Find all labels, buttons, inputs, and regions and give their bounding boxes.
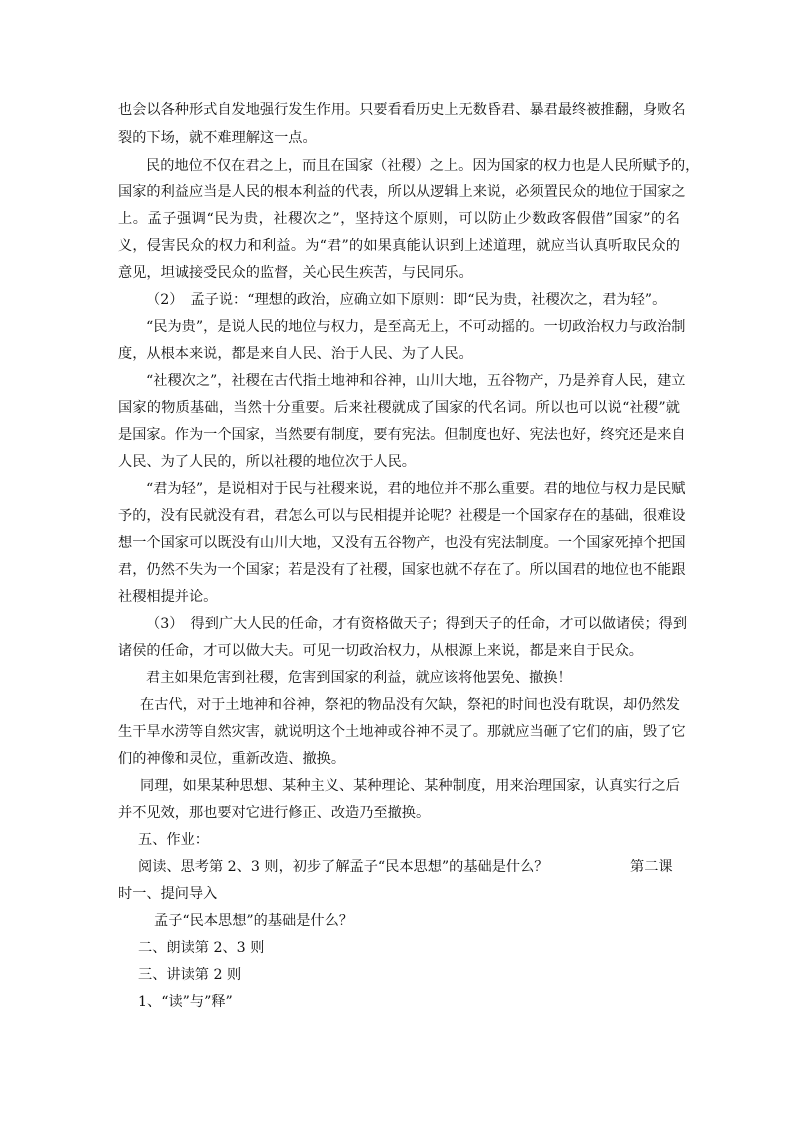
text-line: 们的神像和灵位，重新改造、撤换。 — [118, 751, 346, 767]
text-line: 国家的利益应当是人民的根本利益的代表，所以从逻辑上来说，必须置民众的地位于国家之 — [118, 184, 686, 200]
text-line: 社稷相提并论。 — [118, 589, 218, 605]
subsection-heading: 1、“读”与”释” — [138, 994, 233, 1010]
lesson-heading: 第二课 — [630, 859, 673, 875]
text-line: 君，仍然不失为一个国家；若是没有了社稷，国家也就不存在了。所以国君的地位也不能跟 — [118, 562, 686, 578]
text-line: 国家的物质基础，当然十分重要。后来社稷就成了国家的代名词。所以也可以说“社稷”就 — [118, 400, 680, 416]
section-heading: 五、作业： — [138, 832, 209, 848]
text-line: 孟子“民本思想”的基础是什么？ — [154, 913, 353, 929]
text-line: 裂的下场，就不难理解这一点。 — [118, 130, 317, 146]
text-line: 意见，坦诚接受民众的监督，关心民生疾苦，与民同乐。 — [118, 265, 473, 281]
text-line: 是国家。作为一个国家，当然要有制度，要有宪法。但制度也好、宪法也好，终究还是来自 — [118, 427, 686, 443]
text-line: 在古代，对于土地神和谷神，祭祀的物品没有欠缺，祭祀的时间也没有耽误，却仍然发 — [140, 697, 680, 713]
section-heading: 三、讲读第 2 则 — [138, 967, 242, 983]
section-heading: 二、朗读第 2、3 则 — [138, 940, 265, 956]
text-line: 义，侵害民众的权力和利益。为“君”的如果真能认识到上述道理，就应当认真听取民众的 — [118, 238, 680, 254]
text-line: “君为轻”，是说相对于民与社稷来说，君的地位并不那么重要。君的地位与权力是民赋 — [146, 481, 686, 497]
text-line: 也会以各种形式自发地强行发生作用。只要看看历史上无数昏君、暴君最终被推翻，身败名 — [118, 102, 686, 118]
text-line: 并不见效，那也要对它进行修正、改造乃至撤换。 — [118, 805, 431, 821]
text-line: 上。孟子强调“民为贵，社稷次之”，坚持这个原则，可以防止少数政客假借”国家”的名 — [118, 211, 680, 227]
text-line: 度，从根本来说，都是来自人民、治于人民、为了人民。 — [118, 346, 473, 362]
text-line: “社稷次之”，社稷在古代指土地神和谷神，山川大地，五谷物产，乃是养育人民，建立 — [146, 373, 686, 389]
text-line: 生干旱水涝等自然灾害，就说明这个土地神或谷神不灵了。那就应当砸了它们的庙，毁了它 — [118, 724, 686, 740]
text-line: 同理，如果某种思想、某种主义、某种理论、某种制度，用来治理国家，认真实行之后 — [140, 778, 680, 794]
text-line: 时一、提问导入 — [118, 886, 218, 902]
text-line: 诸侯的任命，才可以做大夫。可见一切政治权力，从根源上来说，都是来自于民众。 — [118, 643, 643, 659]
text-line: 予的，没有民就没有君，君怎么可以与民相提并论呢？社稷是一个国家存在的基础，很难设 — [118, 508, 686, 524]
text-line: 想一个国家可以既没有山川大地，又没有五谷物产，也没有宪法制度。一个国家死掉个把国 — [118, 535, 686, 551]
text-line: （3） 得到广大人民的任命，才有资格做天子；得到天子的任命，才可以做诸侯；得到 — [146, 616, 688, 632]
text-line: （2） 孟子说：“理想的政治，应确立如下原则：即“民为贵，社稷次之，君为轻”。 — [146, 292, 667, 308]
text-line: 民的地位不仅在君之上，而且在国家（社稷）之上。因为国家的权力也是人民所赋予的， — [146, 158, 700, 174]
text-line: 阅读、思考第 2、3 则，初步了解孟子“民本思想”的基础是什么？ — [138, 859, 549, 875]
text-line: “民为贵”，是说人民的地位与权力，是至高无上，不可动摇的。一切政治权力与政治制 — [146, 319, 686, 335]
text-line: 人民、为了人民的，所以社稷的地位次于人民。 — [118, 454, 416, 470]
text-line: 君主如果危害到社稷，危害到国家的利益，就应该将他罢免、撤换！ — [146, 670, 572, 686]
